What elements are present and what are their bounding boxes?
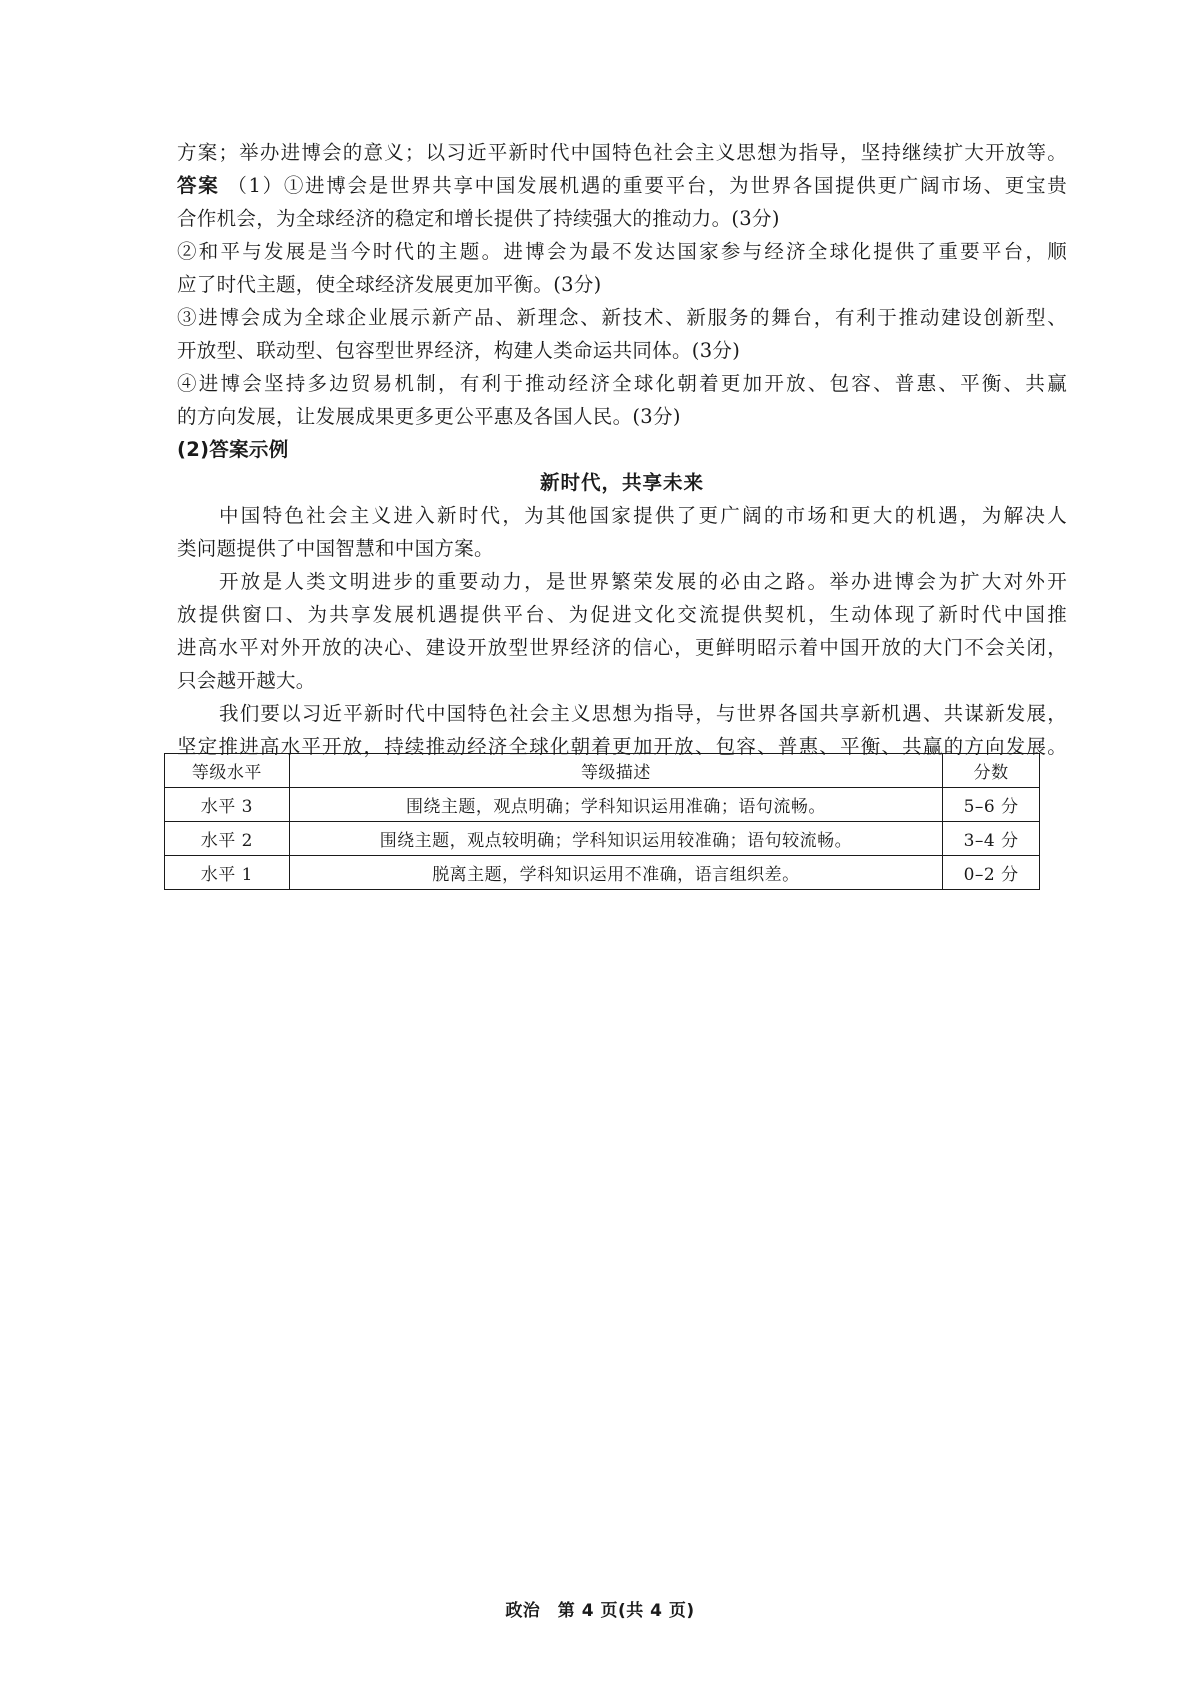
answer-line: [177, 169, 1067, 202]
level-cell: 水平 2: [165, 822, 290, 856]
text-line: ③进博会成为全球企业展示新产品、新理念、新技术、新服务的舞台，有利于推动建设创新型、: [177, 306, 1067, 329]
column-header-description: 等级描述: [289, 754, 942, 788]
description-cell: 围绕主题，观点明确；学科知识运用准确；语句流畅。: [289, 788, 942, 822]
text-line: 合作机会，为全球经济的稳定和增长提供了持续强大的推动力。(3分): [177, 207, 780, 230]
scoring-table: [164, 753, 1040, 890]
text-line: ④进博会坚持多边贸易机制，有利于推动经济全球化朝着更加开放、包容、普惠、平衡、共赢: [177, 372, 1067, 395]
essay-paragraph-line: 坚定推进高水平开放，持续推动经济全球化朝着更加开放、包容、普惠、平衡、共赢的方向发展。: [177, 735, 1067, 758]
page-footer: 政治 第 4 页(共 4 页): [505, 1601, 695, 1621]
essay-paragraph-line: 开放是人类文明进步的重要动力，是世界繁荣发展的必由之路。举办进博会为扩大对外开: [219, 570, 1067, 593]
description-cell: 围绕主题，观点较明确；学科知识运用较准确；语句较流畅。: [289, 822, 942, 856]
answer-part-1-intro: （1）①进博会是世界共享中国发展机遇的重要平台，为世界各国提供更广阔市场、更宝贵: [227, 174, 1067, 197]
answer-label: 答案: [177, 174, 220, 197]
level-cell: 水平 1: [165, 856, 290, 890]
table-row: [165, 788, 1040, 822]
essay-paragraph-line: 进高水平对外开放的决心、建设开放型世界经济的信心，更鲜明昭示着中国开放的大门不会关闭，: [177, 636, 1067, 659]
essay-paragraph-line: 放提供窗口、为共享发展机遇提供平台、为促进文化交流提供契机，生动体现了新时代中国推: [177, 603, 1067, 626]
text-line: 方案；举办进博会的意义；以习近平新时代中国特色社会主义思想为指导，坚持继续扩大开放等。: [177, 141, 1067, 164]
table-row: [165, 856, 1040, 890]
level-cell: 水平 3: [165, 788, 290, 822]
answer-document: [177, 136, 1067, 763]
text-line: 应了时代主题，使全球经济发展更加平衡。(3分): [177, 273, 602, 296]
description-cell: 脱离主题，学科知识运用不准确，语言组织差。: [289, 856, 942, 890]
table-header-row: [165, 754, 1040, 788]
essay-paragraph-line: 中国特色社会主义进入新时代，为其他国家提供了更广阔的市场和更大的机遇，为解决人: [219, 504, 1067, 527]
score-cell: 5–6 分: [943, 788, 1040, 822]
text-line: 的方向发展，让发展成果更多更公平惠及各国人民。(3分): [177, 405, 681, 428]
essay-paragraph-line: 类问题提供了中国智慧和中国方案。: [177, 537, 494, 560]
score-cell: 3–4 分: [943, 822, 1040, 856]
essay-paragraph-line: 只会越开越大。: [177, 669, 316, 692]
essay-paragraph-line: 我们要以习近平新时代中国特色社会主义思想为指导，与世界各国共享新机遇、共谋新发展，: [219, 702, 1067, 725]
text-line: 开放型、联动型、包容型世界经济，构建人类命运共同体。(3分): [177, 339, 741, 362]
score-cell: 0–2 分: [943, 856, 1040, 890]
essay-title: 新时代，共享未来: [539, 471, 704, 494]
column-header-level: 等级水平: [165, 754, 290, 788]
table-row: [165, 822, 1040, 856]
section-heading: (2)答案示例: [177, 438, 289, 461]
column-header-score: 分数: [943, 754, 1040, 788]
text-line: ②和平与发展是当今时代的主题。进博会为最不发达国家参与经济全球化提供了重要平台，顺: [177, 240, 1067, 263]
